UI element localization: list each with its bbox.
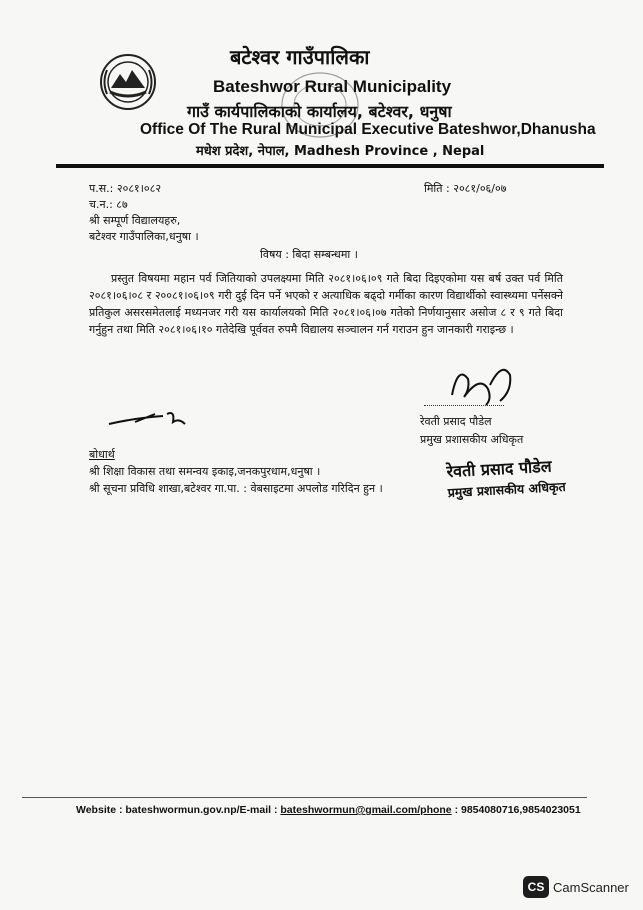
- recipient-line-1: श्री सम्पूर्ण विद्यालयहरु,: [89, 214, 181, 227]
- dispatch-number: च.न.: ८७: [89, 198, 128, 211]
- letterhead-divider: [56, 164, 604, 168]
- signatory-name: रेवती प्रसाद पौडेल: [420, 415, 492, 428]
- signature-dotted-line: [424, 405, 504, 406]
- footer-website: Website : bateshwormun.gov.np/E-mail :: [76, 804, 281, 816]
- letter-body: प्रस्तुत विषयमा महान पर्व जितियाको उपलक्ष्यमा मिति २०८१।०६।०९ गते बिदा दिइएकोमा यस बर्ष उक्त पर्व मिति २०८१।०६।०८ र २००८१।०६।०९ गरी दुई दिन पर्ने भएको र अत्याधिक बढ्दो गर्मीका कारण विद्यार्थीको स्वास्थ्यमा पर्नेसक्ने प्रतिकुल असरसमेतलाई मध्यनजर गरी यस कार्यालयको मिति २०८१।०६।०७ गतेको निर्णयानुसार असोज ८ र ९ गते बिदा गर्नुहुन तथा मिति २०८१।०६।१० गतेदेखि पूर्ववत रुपमै विद्यालय सञ्चालन गर्न गराउन हुन जानकारी गराइन्छ ।: [89, 272, 563, 336]
- signatory-signature: [440, 355, 530, 415]
- footer-email: bateshwormun@gmail.com/phone: [280, 804, 452, 816]
- signatory-title: प्रमुख प्रशासकीय अधिकृत: [420, 433, 524, 446]
- cc-heading: बोधार्थ: [89, 448, 115, 461]
- letterhead-province: मधेश प्रदेश, नेपाल, Madhesh Province , Nepal: [196, 144, 485, 159]
- footer-contact: [76, 804, 581, 816]
- letterhead-office-english: Office Of The Rural Municipal Executive Bateshwor,Dhanusha: [140, 121, 596, 138]
- camscanner-watermark: CamScanner: [553, 880, 629, 895]
- letterhead-title-nepali: बटेश्वर गाउँपालिका: [230, 45, 370, 69]
- letterhead-office-nepali: गाउँ कार्यपालिकाको कार्यालय, बटेश्वर, धनुषा: [187, 102, 452, 121]
- municipality-emblem: [98, 52, 158, 112]
- footer-divider: [22, 797, 587, 798]
- stamp-name: रेवती प्रसाद पौडेल: [446, 456, 553, 482]
- footer-phone: : 9854080716,9854023051: [451, 804, 581, 816]
- recipient-line-2: बटेश्वर गाउँपालिका,धनुषा ।: [89, 230, 199, 243]
- stamp-title: प्रमुख प्रशासकीय अधिकृत: [447, 478, 567, 501]
- letterhead-title-english: Bateshwor Rural Municipality: [213, 77, 452, 96]
- initials-signature: [105, 408, 190, 430]
- camscanner-logo-icon: CS: [523, 876, 549, 898]
- reference-number: प.स.: २०८१।०८२: [89, 182, 162, 195]
- cc-line-2: श्री सूचना प्रविधि शाखा,बटेश्वर गा.पा. : वेबसाइटमा अपलोड गरिदिन हुन ।: [89, 482, 383, 495]
- letter-date: मिति : २०८१/०६/०७: [424, 182, 507, 195]
- cc-line-1: श्री शिक्षा विकास तथा समन्वय इकाइ,जनकपुरधाम,धनुषा ।: [89, 465, 321, 478]
- letter-subject: विषय : बिदा सम्बन्धमा ।: [260, 248, 358, 261]
- name-stamp: [446, 454, 566, 501]
